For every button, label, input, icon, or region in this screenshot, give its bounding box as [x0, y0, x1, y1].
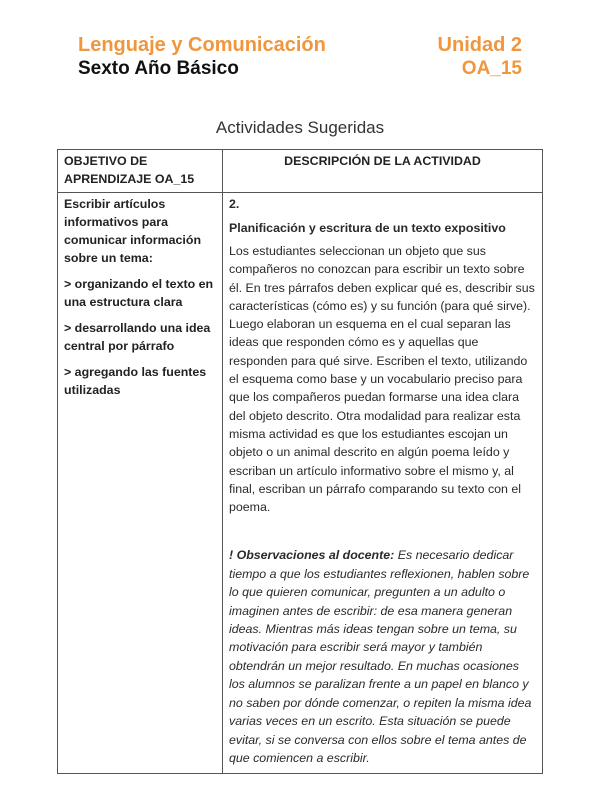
objective-point: > organizando el texto en una estructura clara [64, 277, 214, 309]
observations-text: Es necesario dedicar tiempo a que los estudiantes reflexionen, hablen sobre lo que quieren comunicar, pregunten a un adulto o imaginen antes de escribir: de esa manera generan ideas. Mientras más ideas tengan sobre un tema, su motivación para escribir será mayor y también obtendrán un mejor resultado. En muchas ocasiones los alumnos se paralizan frente a un papel en blanco y no saben por dónde comenzar, o repiten la misma idea varias veces en un escrito. Esta situación se puede evitar, si se conversa con ellos sobre el tema antes de que comiencen a escribir. [229, 548, 532, 765]
objective-point: > desarrollando una idea central por párrafo [64, 321, 211, 353]
subject-title: Lenguaje y Comunicación [78, 34, 326, 56]
activities-table [57, 149, 543, 774]
table-row [58, 193, 543, 774]
activity-title: Planificación y escritura de un texto expositivo [229, 221, 506, 235]
description-header: DESCRIPCIÓN DE LA ACTIVIDAD [223, 150, 543, 193]
section-title: Actividades Sugeridas [215, 118, 385, 137]
objective-cell [58, 193, 223, 774]
objective-main: Escribir artículos informativos para comunicar información sobre un tema: [64, 197, 202, 265]
page-header [78, 34, 522, 80]
description-cell [223, 193, 543, 774]
objective-code: OA_15 [461, 58, 522, 79]
unit-label: Unidad 2 [437, 34, 522, 56]
objective-point: > agregando las fuentes utilizadas [64, 365, 207, 397]
activity-number: 2. [229, 197, 240, 211]
teacher-observations [229, 546, 536, 767]
activity-body: Los estudiantes seleccionan un objeto que sus compañeros no conozcan para escribir un texto sobre él. En tres párrafos deben explicar qué es, describir sus características (cómo es) y su función (para qué sirve). Luego elaboran un esquema en el cual separan las ideas que responden cómo es y aquellas que responden para qué sirve. Escriben el texto, utilizando el esquema como base y un vocabulario preciso para que los compañeros puedan formarse una idea clara del objeto descrito. Otra modalidad para realizar esta misma actividad es que los estudiantes escojan un objeto o un animal descrito en algún poema leído y escriban un artículo informativo sobre el mismo y, al final, escriban un párrafo comparando su texto con el poema. [229, 244, 535, 515]
observations-label: ! Observaciones al docente: [229, 548, 395, 563]
objective-header: OBJETIVO DE APRENDIZAJE OA_15 [58, 150, 223, 193]
grade-label: Sexto Año Básico [78, 58, 239, 79]
table-header-row [58, 150, 543, 193]
